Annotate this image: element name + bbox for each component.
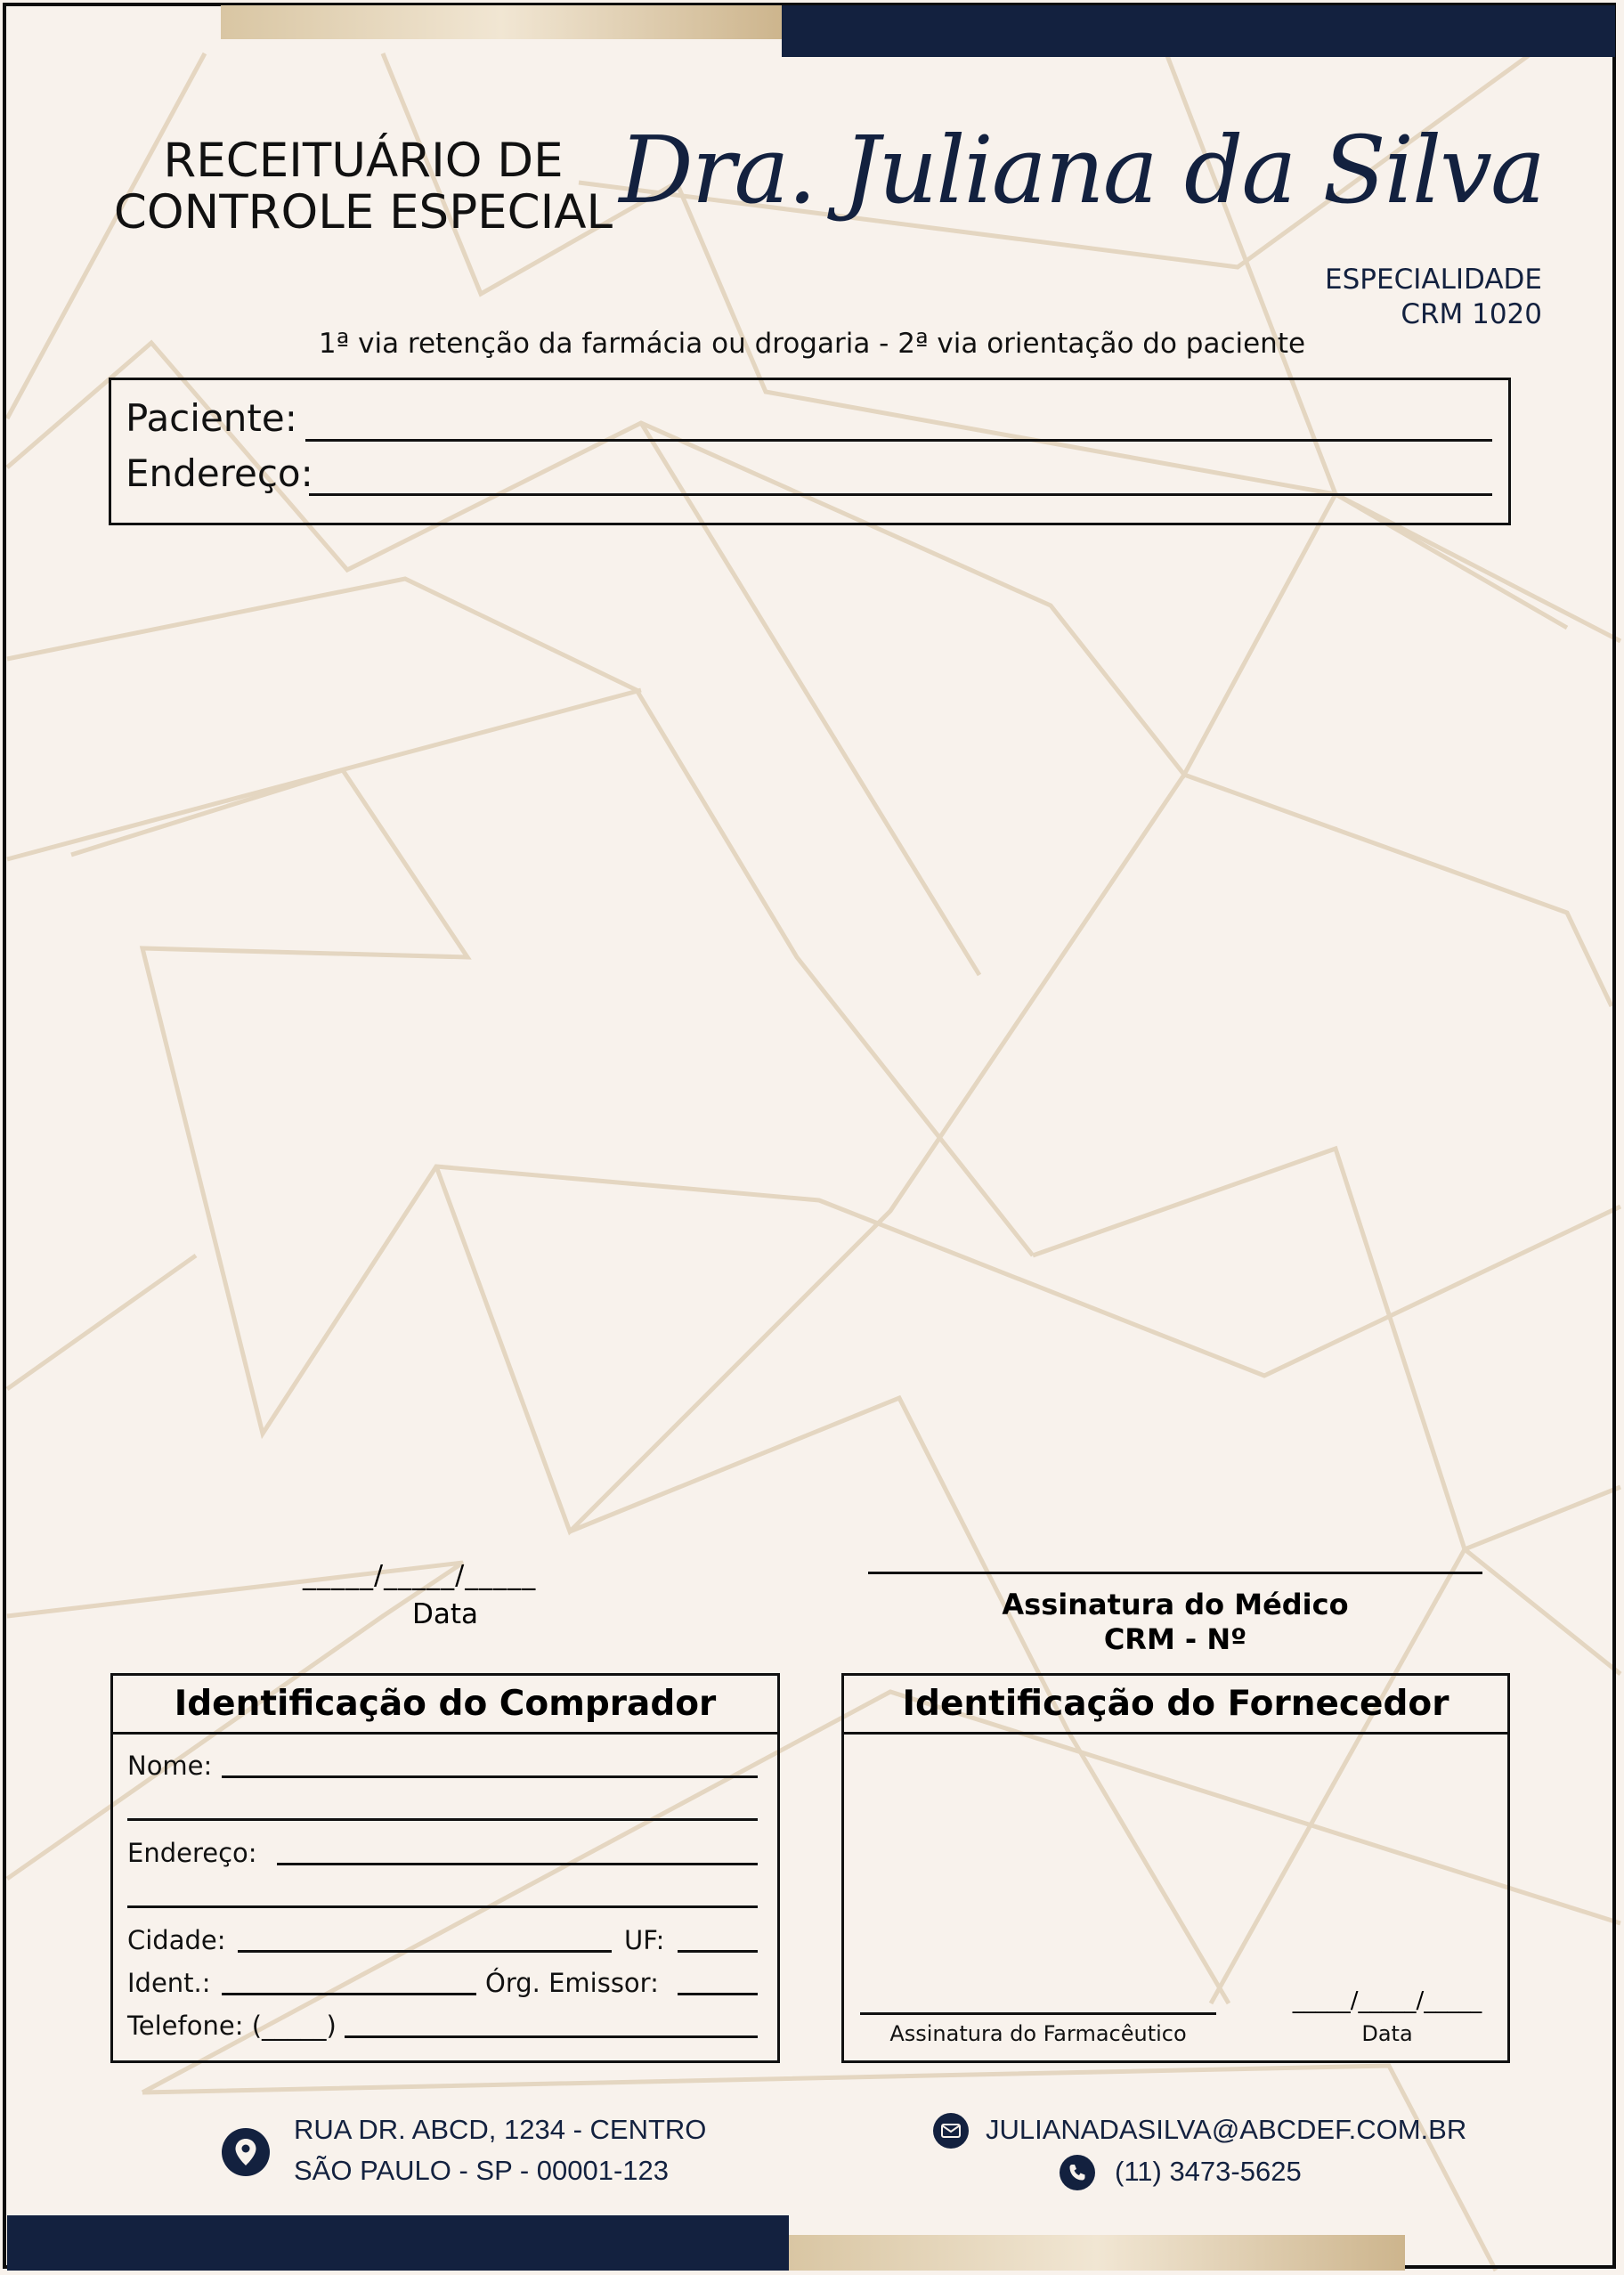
phone-icon xyxy=(1060,2155,1095,2190)
supplier-date-label: Data xyxy=(1361,2021,1413,2046)
title-line-1: RECEITUÁRIO DE xyxy=(163,134,564,188)
doctor-signature-title: Assinatura do Médico xyxy=(1002,1588,1349,1621)
doctor-signature-line[interactable] xyxy=(868,1572,1482,1574)
bottom-gold-bar xyxy=(789,2235,1405,2271)
buyer-address-label: Endereço: xyxy=(127,1838,257,1868)
buyer-city-line[interactable] xyxy=(238,1950,612,1953)
address-label: Endereço: xyxy=(126,451,313,495)
specialty-label: ESPECIALIDADE xyxy=(1325,264,1542,296)
address-input-line[interactable] xyxy=(309,493,1492,496)
supplier-heading: Identificação do Fornecedor xyxy=(844,1676,1507,1735)
buyer-city-label: Cidade: xyxy=(127,1925,226,1955)
buyer-address-line[interactable] xyxy=(277,1863,758,1865)
crm-label: CRM 1020 xyxy=(1401,298,1542,330)
buyer-uf-label: UF: xyxy=(624,1925,665,1955)
patient-label: Paciente: xyxy=(126,396,297,440)
footer-phone[interactable]: (11) 3473-5625 xyxy=(1115,2156,1302,2187)
top-navy-bar xyxy=(782,5,1615,57)
top-gold-bar xyxy=(221,5,782,39)
buyer-phone-label: Telefone: (_____) xyxy=(127,2011,337,2041)
buyer-ident-label: Ident.: xyxy=(127,1968,211,1998)
buyer-heading: Identificação do Comprador xyxy=(113,1676,777,1735)
doctor-name-script: Dra. Juliana da Silva xyxy=(619,116,1544,224)
patient-input-line[interactable] xyxy=(305,439,1492,442)
pharmacist-signature-line[interactable] xyxy=(860,2012,1216,2015)
bottom-navy-bar xyxy=(7,2215,789,2271)
pharmacist-signature-label: Assinatura do Farmacêutico xyxy=(889,2021,1187,2046)
footer-address-line-1: RUA DR. ABCD, 1234 - CENTRO xyxy=(294,2114,707,2145)
buyer-name-line[interactable] xyxy=(222,1775,758,1778)
email-icon xyxy=(933,2113,969,2149)
buyer-address-line-2[interactable] xyxy=(127,1905,758,1908)
doctor-credentials xyxy=(1325,263,1542,332)
date-label: Data xyxy=(411,1598,479,1630)
buyer-issuer-label: Órg. Emissor: xyxy=(485,1968,659,1998)
supplier-date-slots[interactable]: _____/_____/_____ xyxy=(1292,1987,1482,2014)
buyer-phone-line[interactable] xyxy=(345,2035,758,2038)
patient-box xyxy=(109,378,1511,525)
buyer-identification-box xyxy=(110,1673,780,2063)
date-slots[interactable]: _____/_____/_____ xyxy=(303,1560,537,1591)
buyer-uf-line[interactable] xyxy=(678,1950,758,1953)
via-note: 1ª via retenção da farmácia ou drogaria - 2ª via orientação do paciente xyxy=(318,328,1306,360)
footer-address-line-2: SÃO PAULO - SP - 00001-123 xyxy=(294,2155,670,2186)
doctor-signature-label xyxy=(868,1588,1482,1657)
footer-email[interactable]: JULIANADASILVA@ABCDEF.COM.BR xyxy=(986,2114,1467,2145)
title-line-2: CONTROLE ESPECIAL xyxy=(113,185,613,240)
doctor-crm-number: CRM - Nº xyxy=(1103,1622,1247,1656)
buyer-name-label: Nome: xyxy=(127,1751,213,1781)
buyer-issuer-line[interactable] xyxy=(678,1993,758,1995)
supplier-identification-box xyxy=(841,1673,1510,2063)
buyer-ident-line[interactable] xyxy=(222,1993,476,1995)
document-title xyxy=(105,135,621,239)
buyer-name-line-2[interactable] xyxy=(127,1818,758,1821)
location-pin-icon xyxy=(222,2128,270,2176)
